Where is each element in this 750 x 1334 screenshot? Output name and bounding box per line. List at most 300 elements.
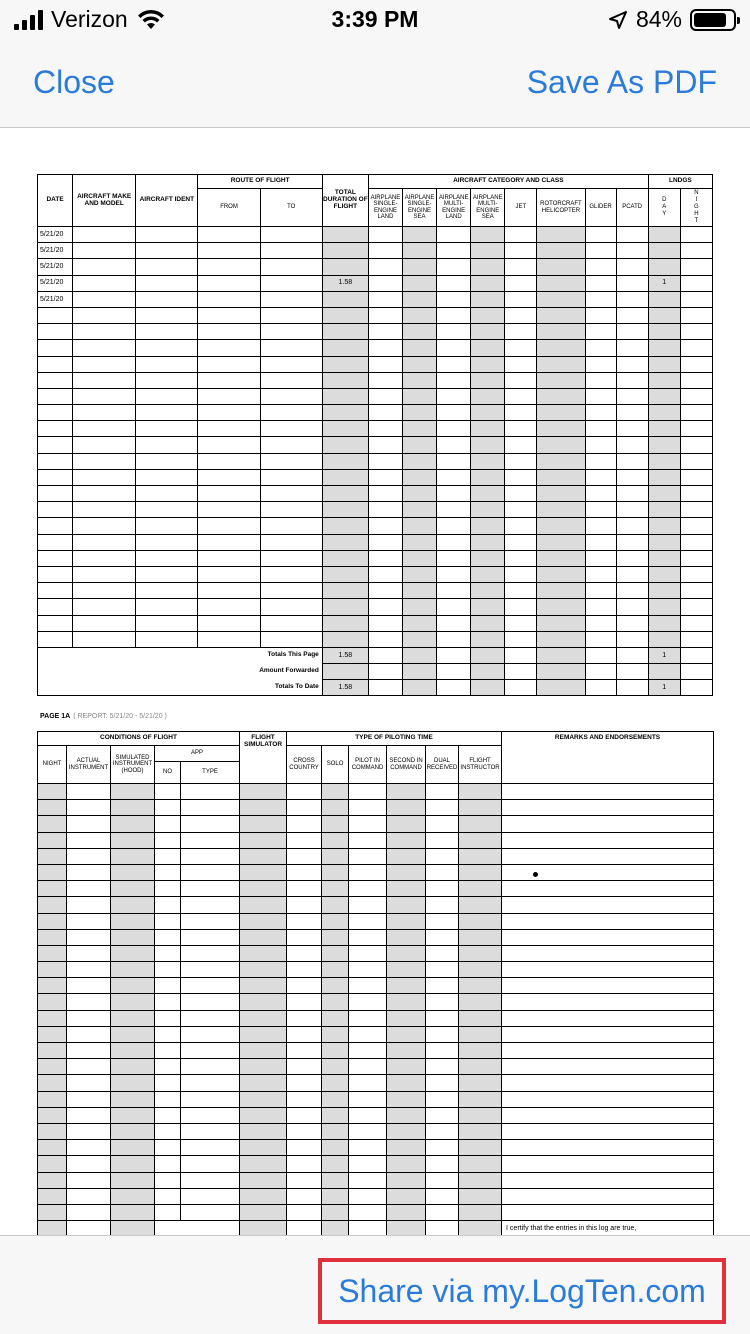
conditions-cell bbox=[459, 897, 502, 913]
logbook-document[interactable] bbox=[0, 129, 750, 1235]
log-cell bbox=[648, 340, 680, 356]
log-cell bbox=[136, 615, 198, 631]
conditions-cell bbox=[287, 945, 322, 961]
log-cell bbox=[368, 631, 402, 647]
col-pilot-in-command: PILOT IN COMMAND bbox=[349, 746, 387, 784]
log-cell bbox=[136, 469, 198, 485]
log-row bbox=[38, 227, 713, 243]
conditions-cell bbox=[38, 1188, 67, 1204]
totals-cell bbox=[368, 663, 402, 679]
conditions-cell bbox=[111, 784, 155, 800]
conditions-cell bbox=[459, 784, 502, 800]
report-range: ( REPORT: 5/21/20 - 5/21/20 ) bbox=[73, 713, 167, 720]
status-bar bbox=[0, 0, 750, 40]
log-cell bbox=[136, 583, 198, 599]
remarks-cell bbox=[502, 832, 714, 848]
conditions-cell bbox=[459, 1059, 502, 1075]
log-cell bbox=[260, 421, 322, 437]
conditions-cell bbox=[111, 1107, 155, 1123]
conditions-cell bbox=[322, 1091, 349, 1107]
log-cell bbox=[648, 534, 680, 550]
conditions-cell bbox=[459, 816, 502, 832]
conditions-cell bbox=[240, 1026, 287, 1042]
cursor-dot bbox=[533, 872, 538, 877]
col-amel: AIRPLANE MULTI-ENGINE LAND bbox=[437, 189, 471, 227]
conditions-cell bbox=[287, 1204, 322, 1220]
log-cell bbox=[136, 388, 198, 404]
conditions-cell bbox=[155, 832, 181, 848]
conditions-cell bbox=[349, 784, 387, 800]
log-cell bbox=[260, 340, 322, 356]
conditions-cell bbox=[67, 1059, 111, 1075]
log-row bbox=[38, 340, 713, 356]
conditions-cell bbox=[38, 1140, 67, 1156]
log-cell bbox=[198, 599, 260, 615]
log-cell bbox=[680, 615, 712, 631]
conditions-cell bbox=[240, 1188, 287, 1204]
log-cell bbox=[198, 307, 260, 323]
conditions-cell bbox=[287, 816, 322, 832]
conditions-cell bbox=[67, 962, 111, 978]
log-cell bbox=[38, 534, 73, 550]
totals-cell bbox=[471, 647, 505, 663]
conditions-cell bbox=[181, 1188, 240, 1204]
cell-day-landings: 1 bbox=[648, 275, 680, 291]
col-date: DATE bbox=[38, 175, 73, 227]
log-row bbox=[38, 307, 713, 323]
conditions-cell bbox=[322, 994, 349, 1010]
conditions-cell bbox=[349, 1172, 387, 1188]
log-cell bbox=[585, 356, 616, 372]
log-cell bbox=[73, 340, 136, 356]
log-cell bbox=[680, 340, 712, 356]
col-jet: JET bbox=[505, 189, 537, 227]
conditions-cell bbox=[426, 816, 459, 832]
remarks-cell bbox=[502, 978, 714, 994]
totals-cell bbox=[403, 663, 437, 679]
log-cell bbox=[73, 372, 136, 388]
log-cell bbox=[648, 518, 680, 534]
conditions-cell bbox=[155, 913, 181, 929]
conditions-cell bbox=[155, 848, 181, 864]
log-cell bbox=[537, 372, 585, 388]
cell-date: 5/21/20 bbox=[38, 243, 73, 259]
log-cell bbox=[73, 437, 136, 453]
log-cell bbox=[73, 324, 136, 340]
cell-date: 5/21/20 bbox=[38, 291, 73, 307]
remarks-cell bbox=[502, 800, 714, 816]
conditions-cell bbox=[155, 1123, 181, 1139]
log-cell bbox=[73, 518, 136, 534]
log-cell bbox=[136, 324, 198, 340]
log-cell bbox=[648, 356, 680, 372]
log-cell bbox=[648, 566, 680, 582]
log-cell bbox=[38, 631, 73, 647]
totals-to-date-day: 1 bbox=[648, 679, 680, 695]
totals-to-date-label: Totals To Date bbox=[38, 679, 323, 695]
conditions-cell bbox=[181, 913, 240, 929]
totals-cell bbox=[585, 663, 616, 679]
conditions-cell bbox=[38, 848, 67, 864]
log-cell bbox=[471, 518, 505, 534]
conditions-cell bbox=[387, 1043, 426, 1059]
log-cell bbox=[403, 453, 437, 469]
conditions-cell bbox=[155, 1172, 181, 1188]
conditions-cell bbox=[459, 945, 502, 961]
conditions-cell bbox=[155, 800, 181, 816]
log-cell bbox=[537, 583, 585, 599]
conditions-cell bbox=[387, 1059, 426, 1075]
log-row bbox=[38, 518, 713, 534]
log-cell bbox=[136, 372, 198, 388]
log-cell bbox=[136, 599, 198, 615]
log-cell bbox=[403, 437, 437, 453]
conditions-cell bbox=[426, 1059, 459, 1075]
conditions-cell bbox=[181, 1043, 240, 1059]
log-cell bbox=[38, 405, 73, 421]
log-cell bbox=[38, 372, 73, 388]
log-cell bbox=[198, 566, 260, 582]
conditions-row bbox=[38, 1059, 714, 1075]
log-cell bbox=[437, 469, 471, 485]
conditions-cell bbox=[349, 1140, 387, 1156]
conditions-cell bbox=[181, 784, 240, 800]
log-cell bbox=[198, 518, 260, 534]
conditions-cell bbox=[426, 848, 459, 864]
log-cell bbox=[322, 486, 368, 502]
conditions-cell bbox=[240, 897, 287, 913]
log-cell bbox=[537, 405, 585, 421]
conditions-cell bbox=[155, 1010, 181, 1026]
conditions-cell bbox=[387, 1091, 426, 1107]
log-cell bbox=[403, 502, 437, 518]
conditions-cell bbox=[240, 1075, 287, 1091]
cell-day-landings bbox=[648, 259, 680, 275]
log-cell bbox=[471, 550, 505, 566]
remarks-cell bbox=[502, 848, 714, 864]
conditions-cell bbox=[181, 1075, 240, 1091]
totals-cell bbox=[616, 679, 648, 695]
totals-cell bbox=[437, 679, 471, 695]
totals-cell bbox=[537, 647, 585, 663]
log-cell bbox=[136, 307, 198, 323]
conditions-cell bbox=[459, 1156, 502, 1172]
log-cell bbox=[322, 534, 368, 550]
log-cell bbox=[322, 340, 368, 356]
conditions-cell bbox=[387, 1140, 426, 1156]
log-cell bbox=[136, 502, 198, 518]
conditions-cell bbox=[181, 1123, 240, 1139]
conditions-cell bbox=[240, 962, 287, 978]
conditions-row bbox=[38, 1123, 714, 1139]
conditions-cell bbox=[322, 848, 349, 864]
log-cell bbox=[260, 372, 322, 388]
log-cell bbox=[403, 405, 437, 421]
log-cell bbox=[198, 356, 260, 372]
conditions-cell bbox=[387, 1172, 426, 1188]
conditions-cell bbox=[387, 1204, 426, 1220]
log-cell bbox=[368, 599, 402, 615]
conditions-row bbox=[38, 832, 714, 848]
conditions-cell bbox=[426, 962, 459, 978]
log-cell bbox=[260, 550, 322, 566]
conditions-cell bbox=[287, 913, 322, 929]
log-cell bbox=[136, 340, 198, 356]
conditions-cell bbox=[67, 1043, 111, 1059]
conditions-cell bbox=[38, 1123, 67, 1139]
conditions-row bbox=[38, 1107, 714, 1123]
conditions-cell bbox=[181, 1059, 240, 1075]
log-cell bbox=[616, 631, 648, 647]
conditions-cell bbox=[111, 1123, 155, 1139]
conditions-row bbox=[38, 913, 714, 929]
log-cell bbox=[585, 405, 616, 421]
conditions-row bbox=[38, 1204, 714, 1220]
log-cell bbox=[38, 583, 73, 599]
conditions-cell bbox=[181, 994, 240, 1010]
log-cell bbox=[471, 583, 505, 599]
save-as-pdf-button[interactable]: Save As PDF bbox=[526, 64, 717, 100]
log-cell bbox=[585, 550, 616, 566]
conditions-row bbox=[38, 816, 714, 832]
log-cell bbox=[648, 388, 680, 404]
conditions-cell bbox=[426, 945, 459, 961]
log-cell bbox=[616, 502, 648, 518]
log-cell bbox=[616, 599, 648, 615]
log-cell bbox=[585, 502, 616, 518]
conditions-cell bbox=[155, 864, 181, 880]
log-cell bbox=[368, 324, 402, 340]
log-cell bbox=[537, 388, 585, 404]
log-row bbox=[38, 372, 713, 388]
log-cell bbox=[260, 453, 322, 469]
conditions-cell bbox=[387, 1010, 426, 1026]
log-cell bbox=[368, 437, 402, 453]
col-dual-received: DUAL RECEIVED bbox=[426, 746, 459, 784]
log-cell bbox=[437, 599, 471, 615]
conditions-cell bbox=[67, 1140, 111, 1156]
conditions-cell bbox=[111, 994, 155, 1010]
conditions-cell bbox=[287, 1059, 322, 1075]
conditions-cell bbox=[38, 832, 67, 848]
log-row bbox=[38, 453, 713, 469]
log-cell bbox=[260, 388, 322, 404]
remarks-cell bbox=[502, 1123, 714, 1139]
conditions-cell bbox=[459, 1140, 502, 1156]
conditions-row bbox=[38, 994, 714, 1010]
conditions-cell bbox=[349, 1107, 387, 1123]
remarks-cell bbox=[502, 1075, 714, 1091]
conditions-cell bbox=[67, 1156, 111, 1172]
log-cell bbox=[537, 307, 585, 323]
log-cell bbox=[136, 486, 198, 502]
log-cell bbox=[437, 631, 471, 647]
log-cell bbox=[403, 307, 437, 323]
conditions-cell bbox=[387, 784, 426, 800]
amount-forwarded-label: Amount Forwarded bbox=[38, 663, 323, 679]
conditions-cell bbox=[38, 962, 67, 978]
col-pcatd: PCATD bbox=[616, 189, 648, 227]
conditions-cell bbox=[387, 1075, 426, 1091]
col-rotorcraft: ROTORCRAFT HELICOPTER bbox=[537, 189, 585, 227]
log-cell bbox=[322, 356, 368, 372]
conditions-cell bbox=[181, 945, 240, 961]
conditions-cell bbox=[111, 897, 155, 913]
log-cell bbox=[471, 599, 505, 615]
conditions-cell bbox=[111, 1140, 155, 1156]
conditions-cell bbox=[111, 1204, 155, 1220]
log-cell bbox=[136, 534, 198, 550]
conditions-row bbox=[38, 1043, 714, 1059]
log-row bbox=[38, 631, 713, 647]
conditions-cell bbox=[322, 800, 349, 816]
conditions-cell bbox=[349, 1010, 387, 1026]
col-route: ROUTE OF FLIGHT bbox=[198, 175, 322, 189]
log-cell bbox=[198, 372, 260, 388]
log-cell bbox=[403, 566, 437, 582]
log-cell bbox=[322, 583, 368, 599]
cell-date: 5/21/20 bbox=[38, 227, 73, 243]
cell-day-landings bbox=[648, 291, 680, 307]
log-cell bbox=[198, 405, 260, 421]
log-row bbox=[38, 405, 713, 421]
log-cell bbox=[437, 486, 471, 502]
conditions-cell bbox=[287, 1172, 322, 1188]
log-cell bbox=[322, 502, 368, 518]
log-cell bbox=[537, 486, 585, 502]
conditions-cell bbox=[181, 848, 240, 864]
totals-cell bbox=[616, 663, 648, 679]
log-cell bbox=[136, 453, 198, 469]
col-actual-instrument: ACTUAL INSTRUMENT bbox=[67, 746, 111, 784]
conditions-cell bbox=[349, 1091, 387, 1107]
log-cell bbox=[73, 405, 136, 421]
conditions-cell bbox=[322, 832, 349, 848]
totals-cell bbox=[680, 679, 712, 695]
log-cell bbox=[505, 372, 537, 388]
conditions-cell bbox=[111, 913, 155, 929]
log-cell bbox=[648, 502, 680, 518]
totals-cell bbox=[505, 647, 537, 663]
log-cell bbox=[73, 502, 136, 518]
conditions-cell bbox=[322, 913, 349, 929]
log-cell bbox=[471, 421, 505, 437]
conditions-cell bbox=[111, 978, 155, 994]
cell-date: 5/21/20 bbox=[38, 259, 73, 275]
col-app-no: NO bbox=[155, 762, 181, 784]
conditions-cell bbox=[349, 832, 387, 848]
conditions-row bbox=[38, 978, 714, 994]
log-cell bbox=[585, 615, 616, 631]
flight-log-table bbox=[37, 174, 713, 696]
conditions-cell bbox=[426, 1107, 459, 1123]
conditions-cell bbox=[349, 1043, 387, 1059]
conditions-cell bbox=[240, 800, 287, 816]
conditions-cell bbox=[287, 994, 322, 1010]
log-cell bbox=[260, 599, 322, 615]
conditions-cell bbox=[287, 978, 322, 994]
conditions-cell bbox=[387, 897, 426, 913]
conditions-cell bbox=[387, 913, 426, 929]
log-cell bbox=[322, 324, 368, 340]
log-cell bbox=[73, 421, 136, 437]
log-cell bbox=[437, 518, 471, 534]
log-cell bbox=[198, 324, 260, 340]
log-cell bbox=[616, 421, 648, 437]
conditions-cell bbox=[181, 800, 240, 816]
conditions-cell bbox=[155, 1221, 240, 1235]
log-cell bbox=[680, 307, 712, 323]
totals-cell bbox=[322, 663, 368, 679]
conditions-cell bbox=[322, 978, 349, 994]
log-cell bbox=[680, 599, 712, 615]
totals-cell bbox=[471, 679, 505, 695]
log-cell bbox=[471, 566, 505, 582]
log-cell bbox=[368, 421, 402, 437]
conditions-cell bbox=[387, 800, 426, 816]
log-cell bbox=[648, 307, 680, 323]
conditions-row bbox=[38, 1075, 714, 1091]
conditions-cell bbox=[459, 864, 502, 880]
conditions-cell bbox=[38, 1091, 67, 1107]
log-cell bbox=[73, 307, 136, 323]
conditions-cell bbox=[287, 832, 322, 848]
conditions-cell bbox=[67, 1204, 111, 1220]
log-row bbox=[38, 437, 713, 453]
col-to: TO bbox=[260, 189, 322, 227]
cell-date: 5/21/20 bbox=[38, 275, 73, 291]
conditions-cell bbox=[155, 1188, 181, 1204]
log-cell bbox=[616, 324, 648, 340]
conditions-cell bbox=[111, 945, 155, 961]
conditions-cell bbox=[322, 816, 349, 832]
log-row bbox=[38, 275, 713, 291]
conditions-cell bbox=[240, 1156, 287, 1172]
conditions-cell bbox=[459, 881, 502, 897]
conditions-cell bbox=[111, 864, 155, 880]
conditions-cell bbox=[349, 945, 387, 961]
conditions-cell bbox=[155, 978, 181, 994]
remarks-cell bbox=[502, 1059, 714, 1075]
log-cell bbox=[648, 469, 680, 485]
log-cell bbox=[505, 599, 537, 615]
totals-cell bbox=[403, 679, 437, 695]
totals-this-page-total: 1.58 bbox=[322, 647, 368, 663]
log-cell bbox=[616, 615, 648, 631]
log-cell bbox=[136, 566, 198, 582]
log-cell bbox=[616, 372, 648, 388]
log-cell bbox=[322, 631, 368, 647]
conditions-cell bbox=[67, 1010, 111, 1026]
conditions-cell bbox=[111, 816, 155, 832]
close-button[interactable]: Close bbox=[33, 64, 115, 100]
conditions-cell bbox=[240, 929, 287, 945]
log-cell bbox=[648, 486, 680, 502]
log-cell bbox=[585, 534, 616, 550]
log-cell bbox=[368, 615, 402, 631]
log-cell bbox=[403, 324, 437, 340]
log-cell bbox=[260, 631, 322, 647]
remarks-cell bbox=[502, 1172, 714, 1188]
log-cell bbox=[616, 518, 648, 534]
conditions-cell bbox=[387, 945, 426, 961]
log-cell bbox=[403, 534, 437, 550]
conditions-cell bbox=[426, 897, 459, 913]
conditions-cell bbox=[38, 1107, 67, 1123]
share-via-logten-button[interactable]: Share via my.LogTen.com bbox=[318, 1258, 726, 1324]
col-day: DAY bbox=[662, 197, 667, 217]
conditions-cell bbox=[387, 1156, 426, 1172]
